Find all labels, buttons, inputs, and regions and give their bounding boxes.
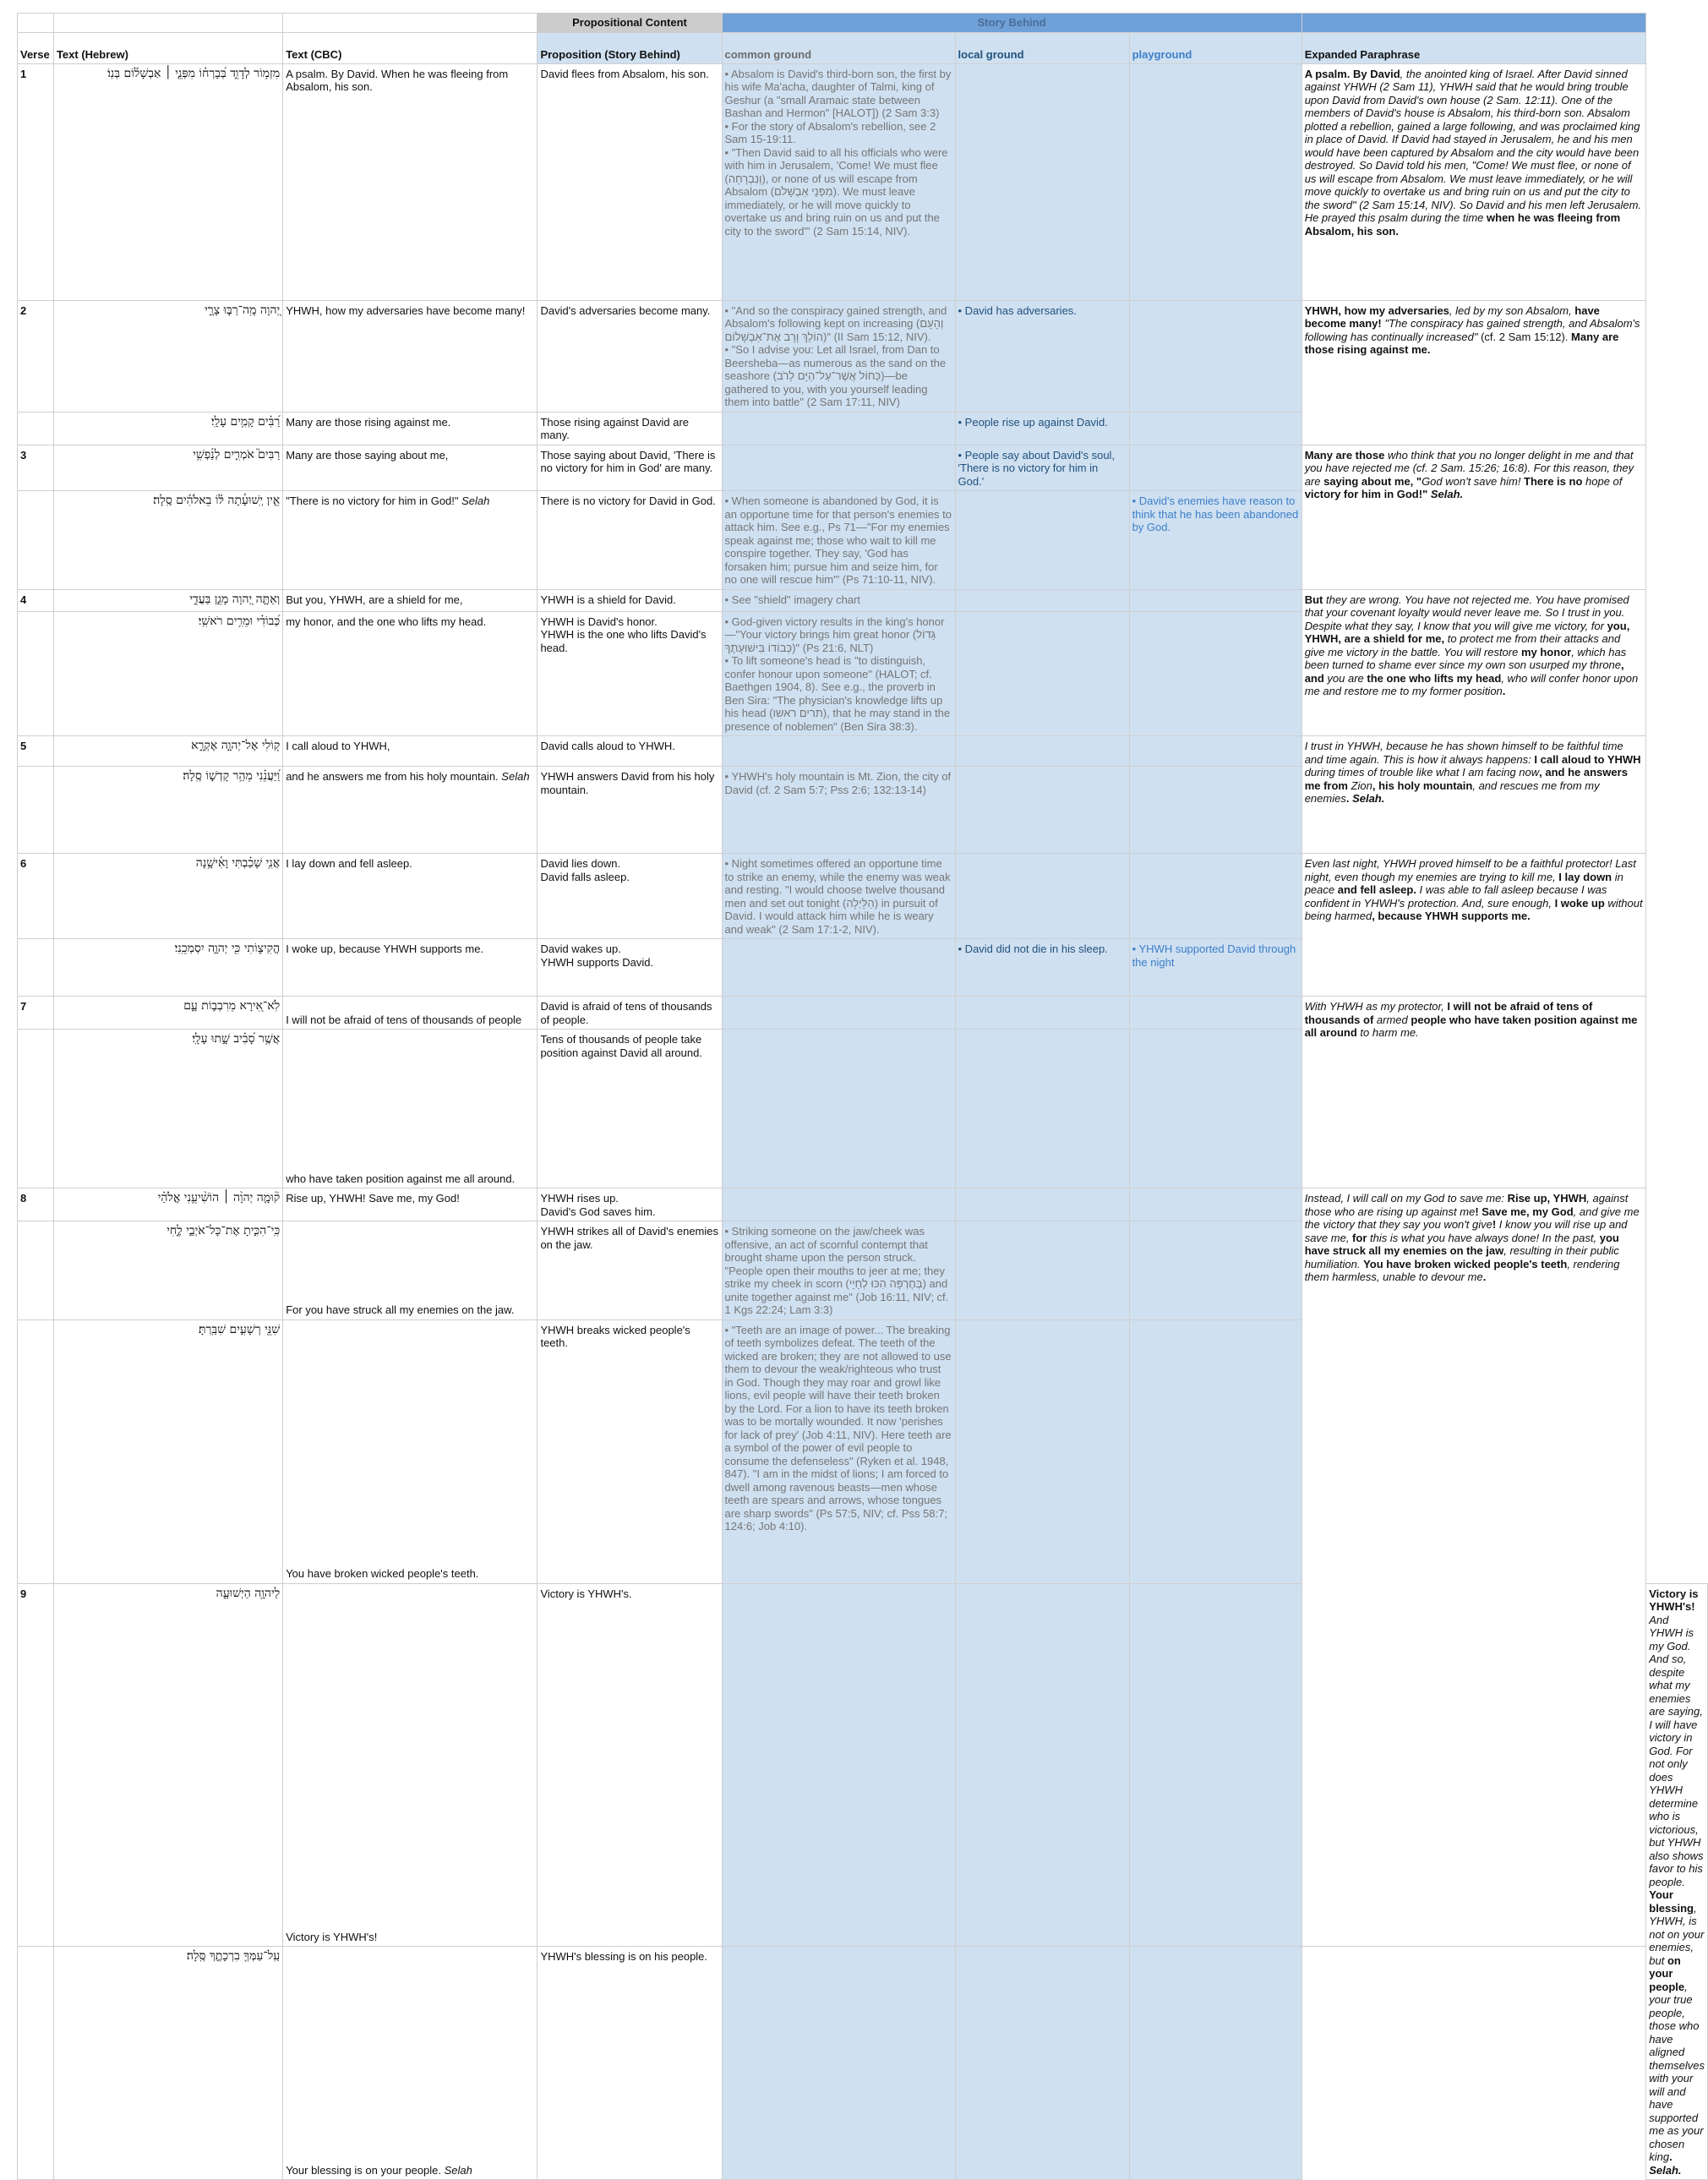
cbc-cell bbox=[283, 1319, 538, 1583]
paraphrase-segment: God won't save him! bbox=[1422, 474, 1521, 488]
table-body bbox=[18, 63, 1708, 2180]
local-ground-cell: • People say about David's soul, 'There is no victory for him in God.' bbox=[955, 445, 1129, 491]
proposition-cell: YHWH strikes all of David's enemies on the jaw. bbox=[538, 1221, 722, 1320]
common-ground-cell: • YHWH's holy mountain is Mt. Zion, the city of David (cf. 2 Sam 5:7; Pss 2:6; 132:13-14) bbox=[722, 767, 955, 854]
local-ground-cell bbox=[955, 767, 1129, 854]
table-row bbox=[18, 589, 1708, 611]
paraphrase-cell bbox=[1301, 63, 1646, 300]
paraphrase-segment: , his holy mountain bbox=[1372, 779, 1473, 792]
paraphrase-segment: , YHWH, is not on your enemies, but bbox=[1649, 1901, 1705, 1967]
cbc-cell bbox=[283, 1030, 538, 1188]
common-ground-cell: • "And so the conspiracy gained strength, and Absalom's following kept on increasing (וְהָעָם הוֹלֵךְ וָרָב אֶת־אַבְשָׁלוֹם)" (II Sam 15:12, NIV). • "So I advise you: Let all Israel, from Dan to Beersheba—as numerous as the sand on the seashore (כַּחוֹל אֲשֶׁר־עַל־הַיָּם לָרֹב)—be gathered to you, with you yourself leading them into battle" (2 Sam 17:11, NIV) bbox=[722, 300, 955, 412]
hebrew-cell: רַ֝בִּ֗ים קָמִ֥ים עָלָֽי׃ bbox=[53, 412, 282, 445]
paraphrase-segment: , the anointed king of Israel. After David sinned against YHWH (2 Sam 11), YHWH said that he would bring trouble upon David from David's own house (2 Sam. 12:11). One of the members of David's house is Absalom, his third-born son. Absalom plotted a rebellion, gained a large following, and was proclaimed king in place of David. If David had stayed in Jerusalem, he and his men would have been captured by Absalom and the city would have been destroyed. So David told his men, "Come! We must flee, or none of us will escape from Absalom. We must leave immediately, or he will move quickly to overtake us and bring ruin on us and put the city to the sword" (2 Sam 15:14, NIV). So David and his men left Jerusalem. He prayed this psalm during the time bbox=[1304, 67, 1642, 224]
paraphrase-segment: victory for him in God!" bbox=[1304, 488, 1431, 500]
playground-cell bbox=[1129, 1583, 1301, 1947]
selah-label: Selah bbox=[461, 494, 490, 507]
verse-cell: 7 bbox=[18, 997, 54, 1030]
hebrew-cell: לַיהוָ֥ה הַיְשׁוּעָ֑ה bbox=[53, 1583, 282, 1947]
common-ground-cell: • When someone is abandoned by God, it is an opportune time for that person's enemies to attack him. See e.g., Ps 71—"For my enemies speak against me; those who wait to kill me conspire together. They say, 'God has forsaken him; pursue him and seize him, for no one will rescue him'" (Ps 71:10-11, NIV). bbox=[722, 491, 955, 590]
proposition-cell: YHWH is a shield for David. bbox=[538, 589, 722, 611]
playground-cell bbox=[1129, 1030, 1301, 1188]
common-ground-cell: • God-given victory results in the king's honor—"Your victory brings him great honor (גָּדוֹל כְּבוֹדוֹ בִּישׁוּעָתֶךָ)" (Ps 21:6, NLT) • To lift someone's head is "to distinguish, confer honour upon someone" (HALOT; cf. Baethgen 1904, 8). See e.g., the proverb in Ben Sira: "The physician's knowledge lifts up his head (תרים ראשו), that he may stand in the presence of noblemen" (Ben Sira 38:3). bbox=[722, 611, 955, 736]
paraphrase-segment: during times of trouble like what I am facing now bbox=[1304, 766, 1540, 779]
paraphrase-segment: , and rescues me from my enemies bbox=[1304, 779, 1600, 805]
local-ground-cell: • People rise up against David. bbox=[955, 412, 1129, 445]
local-ground-header: local ground bbox=[955, 32, 1129, 63]
local-ground-cell bbox=[955, 854, 1129, 939]
table-row bbox=[18, 997, 1708, 1030]
hebrew-cell: ק֭וֹלִי אֶל־יְהוָ֣ה אֶקְרָ֑א bbox=[53, 736, 282, 767]
proposition-cell: YHWH is David's honor. YHWH is the one who lifts David's head. bbox=[538, 611, 722, 736]
playground-cell bbox=[1129, 63, 1301, 300]
paraphrase-segment: I will not be afraid of tens of thousands of bbox=[1304, 1000, 1593, 1026]
cbc-cell bbox=[283, 1583, 538, 1947]
paraphrase-segment: With YHWH as my protector, bbox=[1304, 1000, 1448, 1013]
paraphrase-segment: to harm me. bbox=[1356, 1026, 1419, 1039]
paraphrase-segment: Your blessing bbox=[1649, 1888, 1694, 1915]
cbc-cell bbox=[283, 611, 538, 736]
paraphrase-segment: , resulting in their public humiliation. bbox=[1304, 1244, 1619, 1270]
paraphrase-cell bbox=[1301, 445, 1646, 589]
paraphrase-segment: , your true people, those who have aligned themselves with your will and have supported me as your chosen king bbox=[1649, 1980, 1705, 2163]
paraphrase-segment: who think that you no longer delight in me and that you have rejected me (cf. 2 Sam. 15:26; 16:8). For this reason, they are bbox=[1304, 448, 1634, 488]
paraphrase-segment: you have struck all my enemies on the jaw bbox=[1304, 1231, 1619, 1257]
cbc-text: Rise up, YHWH! Save me, my God! bbox=[286, 1192, 460, 1205]
paraphrase-segment: , led by my son Absalom, bbox=[1449, 303, 1575, 317]
story-behind-header-fill bbox=[1301, 14, 1646, 33]
proposition-cell: YHWH rises up. David's God saves him. bbox=[538, 1188, 722, 1221]
paraphrase-segment: Instead, I will call on my God to save me: bbox=[1304, 1192, 1508, 1205]
common-ground-cell bbox=[722, 412, 955, 445]
common-ground-cell: • Striking someone on the jaw/cheek was offensive, an act of scornful contempt that brought shame upon the person struck. "People open their mouths to jeer at me; they strike my cheek in scorn (בְּחֶרְפָּה הִכּוּ לְחָיָי) and unite together against me" (Job 16:11, NIV; cf. 1 Kgs 22:24; Lam 3:3) bbox=[722, 1221, 955, 1320]
paraphrase-segment: There is no bbox=[1520, 474, 1586, 488]
common-ground-cell bbox=[722, 997, 955, 1030]
paraphrase-segment: . bbox=[1502, 685, 1506, 697]
proposition-cell: Tens of thousands of people take position against David all around. bbox=[538, 1030, 722, 1188]
empty-header-cell bbox=[53, 14, 282, 33]
hebrew-cell: כִּֽי־הִכִּ֣יתָ אֶת־כָּל־אֹיְבַ֣י לֶ֑חִי bbox=[53, 1221, 282, 1320]
paraphrase-segment: You have broken wicked people's teeth bbox=[1363, 1257, 1568, 1270]
paraphrase-segment: Many are those rising against me. bbox=[1304, 330, 1619, 356]
cbc-cell bbox=[283, 1221, 538, 1320]
paraphrase-segment: on your people bbox=[1649, 1953, 1685, 1993]
cbc-text: Many are those rising against me. bbox=[286, 415, 451, 429]
common-ground-cell bbox=[722, 1030, 955, 1188]
verse-cell bbox=[18, 1947, 54, 2180]
local-ground-cell bbox=[955, 611, 1129, 736]
cbc-text: For you have struck all my enemies on the jaw. bbox=[286, 1303, 515, 1316]
proposition-cell: David wakes up. YHWH supports David. bbox=[538, 939, 722, 997]
hebrew-cell: אֵ֤ין יְֽשׁוּעָ֓תָה לּ֬וֹ בֵאלֹהִ֬ים סֶֽלָה׃ bbox=[53, 491, 282, 590]
common-ground-cell: • Absalom is David's third-born son, the first by his wife Ma'acha, daughter of Talmi, king of Geshur (a "small Aramaic state between Bashan and Hermon" [HALOT]) (2 Sam 3:3) • For the story of Absalom's rebellion, see 2 Sam 15-19:11. • "Then David said to all his officials who were with him in Jerusalem, 'Come! We must flee (וְנִבְרָחָה), or none of us will escape from Absalom (מִפְּנֵי אַבְשָׁלֹם). We must leave immediately, or he will move quickly to overtake us and bring ruin on us and put the city to the sword'" (2 Sam 15:14, NIV). bbox=[722, 63, 955, 300]
verse-cell bbox=[18, 611, 54, 736]
selah-label: Selah bbox=[501, 770, 530, 783]
paraphrase-cell bbox=[1301, 589, 1646, 736]
playground-header: playground bbox=[1129, 32, 1301, 63]
playground-cell: • YHWH supported David through the night bbox=[1129, 939, 1301, 997]
cbc-text: Your blessing is on your people. bbox=[286, 2163, 442, 2177]
paraphrase-header: Expanded Paraphrase bbox=[1301, 32, 1646, 63]
paraphrase-segment: armed bbox=[1373, 1013, 1411, 1026]
cbc-text: But you, YHWH, are a shield for me, bbox=[286, 593, 463, 606]
selah-label: Selah bbox=[444, 2163, 472, 2177]
paraphrase-segment: they are wrong. You have not rejected me. You have promised that your covenant loyalty would never leave me. So I trust in you. Despite what they say, I know that you will give me victory, for bbox=[1304, 593, 1629, 632]
proposition-cell: David calls aloud to YHWH. bbox=[538, 736, 722, 767]
common-ground-cell bbox=[722, 1583, 955, 1947]
table-row bbox=[18, 736, 1708, 767]
hebrew-cell: הֱקִיצ֑וֹתִי כִּ֖י יְהוָ֣ה יִסְמְכֵֽנִי׃ bbox=[53, 939, 282, 997]
cbc-text: who have taken position against me all around. bbox=[286, 1172, 516, 1185]
paraphrase-segment: I call aloud to YHWH bbox=[1534, 752, 1641, 766]
paraphrase-segment: have become many! bbox=[1304, 303, 1600, 330]
verse-cell: 8 bbox=[18, 1188, 54, 1221]
paraphrase-cell bbox=[1301, 736, 1646, 854]
paraphrase-segment: Victory is YHWH's! bbox=[1649, 1587, 1699, 1613]
paraphrase-segment: Selah. bbox=[1649, 2163, 1682, 2177]
paraphrase-cell bbox=[1301, 997, 1646, 1188]
local-ground-cell bbox=[955, 1030, 1129, 1188]
paraphrase-segment: , who will confer honor upon me and restore me to my former position bbox=[1304, 671, 1639, 697]
verse-header: Verse bbox=[18, 32, 54, 63]
cbc-cell bbox=[283, 412, 538, 445]
verse-cell: 1 bbox=[18, 63, 54, 300]
paraphrase-segment: YHWH, how my adversaries bbox=[1304, 303, 1449, 317]
paraphrase-segment: Even last night, YHWH proved himself to be a faithful protector! Last night, even though my enemies are trying to kill me, bbox=[1304, 857, 1636, 883]
common-ground-cell bbox=[722, 1947, 955, 2180]
paraphrase-cell bbox=[1301, 854, 1646, 997]
paraphrase-segment: you, YHWH, are a shield for me, bbox=[1304, 619, 1630, 645]
paraphrase-segment: Rise up, YHWH bbox=[1507, 1192, 1587, 1205]
cbc-text: "There is no victory for him in God!" bbox=[286, 494, 459, 507]
common-ground-cell bbox=[722, 736, 955, 767]
paraphrase-segment: . bbox=[1482, 1270, 1487, 1283]
cbc-cell bbox=[283, 300, 538, 412]
paraphrase-segment: But bbox=[1304, 593, 1323, 606]
cbc-text: I will not be afraid of tens of thousands of people bbox=[286, 1013, 522, 1026]
proposition-cell: Those rising against David are many. bbox=[538, 412, 722, 445]
verse-cell bbox=[18, 939, 54, 997]
local-ground-cell bbox=[955, 63, 1129, 300]
playground-cell: • David's enemies have reason to think that he has been abandoned by God. bbox=[1129, 491, 1301, 590]
table-row bbox=[18, 1947, 1708, 2180]
cbc-cell bbox=[283, 63, 538, 300]
table-row bbox=[18, 300, 1708, 412]
local-ground-cell bbox=[955, 736, 1129, 767]
playground-cell bbox=[1129, 412, 1301, 445]
paraphrase-segment: . bbox=[1669, 2150, 1673, 2163]
playground-cell bbox=[1129, 767, 1301, 854]
cbc-cell bbox=[283, 589, 538, 611]
group-header-row bbox=[18, 14, 1708, 33]
paraphrase-segment: , because YHWH supports me. bbox=[1372, 910, 1531, 922]
cbc-text: and he answers me from his holy mountain. bbox=[286, 770, 499, 783]
common-ground-cell: • Night sometimes offered an opportune time to strike an enemy, while the enemy was weak and resting. "I would choose twelve thousand men and set out tonight (הַלָּיְלָה) in pursuit of David. I would attack him while he is weary and weak" (2 Sam 17:1-2, NIV). bbox=[722, 854, 955, 939]
playground-cell bbox=[1129, 445, 1301, 491]
paraphrase-segment: , and he answers me from bbox=[1304, 766, 1628, 792]
playground-cell bbox=[1129, 300, 1301, 412]
verse-cell bbox=[18, 1221, 54, 1320]
hebrew-header: Text (Hebrew) bbox=[53, 32, 282, 63]
paraphrase-segment: I know you will rise up and save me, bbox=[1304, 1218, 1628, 1244]
playground-cell bbox=[1129, 854, 1301, 939]
cbc-text: Many are those saying about me, bbox=[286, 448, 449, 462]
paraphrase-segment: And YHWH is my God. And so, despite what my enemies are saying, I will have victory in God. For not only does YHWH determine who is victorious, but YHWH also shows favor to his people. bbox=[1649, 1613, 1704, 1888]
empty-header-cell bbox=[18, 14, 54, 33]
paraphrase-cell bbox=[1646, 1583, 1708, 2180]
paraphrase-segment: I was able to fall asleep because I was confident in YHWH's protection. And, sure enough, bbox=[1304, 883, 1607, 910]
psalm-analysis-table bbox=[17, 13, 1708, 2180]
verse-cell bbox=[18, 1319, 54, 1583]
cbc-text: my honor, and the one who lifts my head. bbox=[286, 615, 487, 628]
hebrew-cell: וְאַתָּ֣ה יְ֭הוָה מָגֵ֣ן בַּעֲדִ֑י bbox=[53, 589, 282, 611]
paraphrase-segment: hope of bbox=[1585, 474, 1623, 488]
paraphrase-segment: you are bbox=[1323, 671, 1367, 685]
local-ground-cell bbox=[955, 589, 1129, 611]
cbc-cell bbox=[283, 997, 538, 1030]
common-ground-header: common ground bbox=[722, 32, 955, 63]
cbc-text: A psalm. By David. When he was fleeing from Absalom, his son. bbox=[286, 67, 509, 93]
hebrew-cell: עַֽל־עַמְּךָ֖ בִרְכָתֶ֣ךָ סֶּֽלָה׃ bbox=[53, 1947, 282, 2180]
playground-cell bbox=[1129, 1947, 1301, 2180]
verse-cell bbox=[18, 1030, 54, 1188]
cbc-text: Victory is YHWH's! bbox=[286, 1930, 378, 1943]
verse-cell: 2 bbox=[18, 300, 54, 412]
hebrew-cell: מִזְמ֥וֹר לְדָוִ֑ד בְּ֝בָרְח֗וֹ מִפְּנֵ֤י ׀ אַבְשָׁל֬וֹם בְּנֽוֹ׃ bbox=[53, 63, 282, 300]
cbc-text: I call aloud to YHWH, bbox=[286, 740, 390, 752]
verse-cell: 4 bbox=[18, 589, 54, 611]
verse-cell: 5 bbox=[18, 736, 54, 767]
table-row bbox=[18, 1188, 1708, 1221]
local-ground-cell: • David did not die in his sleep. bbox=[955, 939, 1129, 997]
paraphrase-segment: A psalm. By David bbox=[1304, 67, 1400, 80]
story-behind-header: Story Behind bbox=[722, 14, 1301, 33]
paraphrase-segment: people who have taken position against me all around bbox=[1304, 1013, 1638, 1039]
paraphrase-segment: for bbox=[1352, 1231, 1367, 1244]
paraphrase-segment: . bbox=[1345, 792, 1353, 805]
playground-cell bbox=[1129, 1188, 1301, 1221]
proposition-cell: Those saying about David, 'There is no victory for him in God' are many. bbox=[538, 445, 722, 491]
cbc-cell bbox=[283, 736, 538, 767]
local-ground-cell: • David has adversaries. bbox=[955, 300, 1129, 412]
verse-cell: 9 bbox=[18, 1583, 54, 1947]
proposition-cell: YHWH answers David from his holy mountain. bbox=[538, 767, 722, 854]
verse-cell bbox=[18, 767, 54, 854]
hebrew-cell: כְּ֝בוֹדִ֗י וּמֵרִ֥ים רֹאשִֽׁי׃ bbox=[53, 611, 282, 736]
cbc-text: I woke up, because YHWH supports me. bbox=[286, 942, 484, 955]
cbc-cell bbox=[283, 491, 538, 590]
paraphrase-segment: saying about me, " bbox=[1323, 474, 1422, 488]
hebrew-cell: רַבִּים֮ אֹמְרִ֪ים לְנַ֫פְשִׁ֥י bbox=[53, 445, 282, 491]
local-ground-cell bbox=[955, 491, 1129, 590]
cbc-cell bbox=[283, 445, 538, 491]
propositional-content-header: Propositional Content bbox=[538, 14, 722, 33]
paraphrase-segment: ! bbox=[1492, 1218, 1497, 1231]
playground-cell bbox=[1129, 736, 1301, 767]
cbc-header: Text (CBC) bbox=[283, 32, 538, 63]
hebrew-cell: אֲנִ֥י שָׁכַ֗בְתִּי וָאִ֫ישָׁ֥נָה bbox=[53, 854, 282, 939]
cbc-cell bbox=[283, 1947, 538, 2180]
verse-cell: 3 bbox=[18, 445, 54, 491]
common-ground-cell: • See "shield" imagery chart bbox=[722, 589, 955, 611]
paraphrase-segment: I lay down bbox=[1558, 870, 1613, 883]
local-ground-cell bbox=[955, 1583, 1129, 1947]
paraphrase-segment: , which has been turned to shame ever since my own son usurped my throne bbox=[1304, 645, 1627, 671]
local-ground-cell bbox=[955, 1947, 1129, 2180]
hebrew-cell: יְ֭הוָה מָֽה־רַבּ֣וּ צָרָ֑י bbox=[53, 300, 282, 412]
paraphrase-segment: when he was fleeing from Absalom, his son. bbox=[1304, 211, 1621, 238]
common-ground-cell bbox=[722, 939, 955, 997]
proposition-cell: There is no victory for David in God. bbox=[538, 491, 722, 590]
proposition-cell: David flees from Absalom, his son. bbox=[538, 63, 722, 300]
empty-header-cell bbox=[283, 14, 538, 33]
local-ground-cell bbox=[955, 1221, 1129, 1320]
cbc-text: I lay down and fell asleep. bbox=[286, 857, 412, 870]
sheet bbox=[17, 13, 1708, 2180]
paraphrase-segment: in peace bbox=[1304, 870, 1623, 896]
cbc-text: You have broken wicked people's teeth. bbox=[286, 1567, 479, 1580]
paraphrase-segment: Zion bbox=[1347, 779, 1372, 792]
hebrew-cell: שִׁנֵּ֖י רְשָׁעִ֣ים שִׁבַּֽרְתָּ׃ bbox=[53, 1319, 282, 1583]
paraphrase-segment: , against those who are rising up against me bbox=[1304, 1192, 1629, 1218]
playground-cell bbox=[1129, 1319, 1301, 1583]
common-ground-cell bbox=[722, 1188, 955, 1221]
table-row bbox=[18, 63, 1708, 300]
local-ground-cell bbox=[955, 1319, 1129, 1583]
proposition-cell: YHWH's blessing is on his people. bbox=[538, 1947, 722, 2180]
verse-cell: 6 bbox=[18, 854, 54, 939]
paraphrase-segment: my honor bbox=[1520, 645, 1572, 658]
cbc-cell bbox=[283, 939, 538, 997]
proposition-cell: Victory is YHWH's. bbox=[538, 1583, 722, 1947]
hebrew-cell: ק֘וּמָ֤ה יְהוָ֨ה ׀ הוֹשִׁ֨יעֵ֥נִי אֱלֹהַ֗י bbox=[53, 1188, 282, 1221]
paraphrase-segment: and fell asleep. bbox=[1337, 883, 1416, 896]
paraphrase-segment: ! Save me, my God bbox=[1475, 1205, 1574, 1218]
local-ground-cell bbox=[955, 997, 1129, 1030]
paraphrase-segment: , and give me the victory that they say you won't give bbox=[1304, 1205, 1640, 1231]
verse-cell bbox=[18, 412, 54, 445]
cbc-cell bbox=[283, 1188, 538, 1221]
paraphrase-segment: the one who lifts my head bbox=[1367, 671, 1502, 685]
paraphrase-segment: (cf. 2 Sam 15:12). bbox=[1477, 330, 1572, 343]
proposition-cell: David lies down. David falls asleep. bbox=[538, 854, 722, 939]
playground-cell bbox=[1129, 611, 1301, 736]
table-row bbox=[18, 445, 1708, 491]
proposition-cell: YHWH breaks wicked people's teeth. bbox=[538, 1319, 722, 1583]
playground-cell bbox=[1129, 589, 1301, 611]
common-ground-cell bbox=[722, 445, 955, 491]
paraphrase-segment: this is what you have always done! In the past, bbox=[1367, 1231, 1600, 1244]
paraphrase-segment: Selah. bbox=[1430, 488, 1464, 500]
playground-cell bbox=[1129, 997, 1301, 1030]
cbc-cell bbox=[283, 854, 538, 939]
hebrew-cell: אֲשֶׁ֥ר סָ֝בִ֗יב שָׁ֣תוּ עָלָֽי׃ bbox=[53, 1030, 282, 1188]
paraphrase-segment: without being harmed bbox=[1304, 896, 1643, 922]
paraphrase-segment: , and bbox=[1304, 658, 1624, 685]
cbc-cell bbox=[283, 767, 538, 854]
hebrew-cell: לֹֽא־אִ֭ירָא מֵרִבְב֣וֹת עָ֑ם bbox=[53, 997, 282, 1030]
local-ground-cell bbox=[955, 1188, 1129, 1221]
column-header-row bbox=[18, 32, 1708, 63]
paraphrase-cell bbox=[1301, 1188, 1646, 1947]
common-ground-cell: • "Teeth are an image of power... The breaking of teeth symbolizes defeat. The teeth of the wicked are broken; they are not allowed to use them to devour the weak/righteous who trust in God. Though they may roar and growl like lions, evil people will have their teeth broken by the Lord. For a lion to have its teeth broken was to be mortally wounded. It now 'perishes for lack of prey' (Job 4:11, NIV). Here teeth are a symbol of the power of evil people to consume the defenseless" (Ryken et al. 1948, 847). "I am in the midst of lions; I am forced to dwell among ravenous beasts—men whose teeth are spears and arrows, whose tongues are sharp swords" (Ps 57:5, NIV; cf. Pss 58:7; 124:6; Job 4:10). bbox=[722, 1319, 955, 1583]
table-row bbox=[18, 854, 1708, 939]
paraphrase-segment: Selah. bbox=[1352, 792, 1385, 805]
proposition-cell: David's adversaries become many. bbox=[538, 300, 722, 412]
paraphrase-segment: to protect me from their attacks and give me victory in the battle. You will restore bbox=[1304, 632, 1621, 658]
proposition-header: Proposition (Story Behind) bbox=[538, 32, 722, 63]
paraphrase-segment: , rendering them harmless, unable to devour me bbox=[1304, 1257, 1620, 1283]
proposition-cell: David is afraid of tens of thousands of people. bbox=[538, 997, 722, 1030]
playground-cell bbox=[1129, 1221, 1301, 1320]
verse-cell bbox=[18, 491, 54, 590]
paraphrase-segment: "The conspiracy has gained strength, and Absalom's following has continually increased" bbox=[1304, 317, 1640, 343]
paraphrase-segment: I trust in YHWH, because he has shown himself to be faithful time and time again. This is how it always happens: bbox=[1304, 740, 1623, 766]
paraphrase-cell bbox=[1301, 300, 1646, 445]
paraphrase-segment: I woke up bbox=[1554, 896, 1605, 910]
cbc-text: YHWH, how my adversaries have become many! bbox=[286, 303, 526, 317]
paraphrase-segment: Many are those bbox=[1304, 448, 1385, 462]
hebrew-cell: וַ֝יַּעֲנֵ֗נִי מֵהַ֥ר קָדְשׁ֣וֹ סֶֽלָה׃ bbox=[53, 767, 282, 854]
